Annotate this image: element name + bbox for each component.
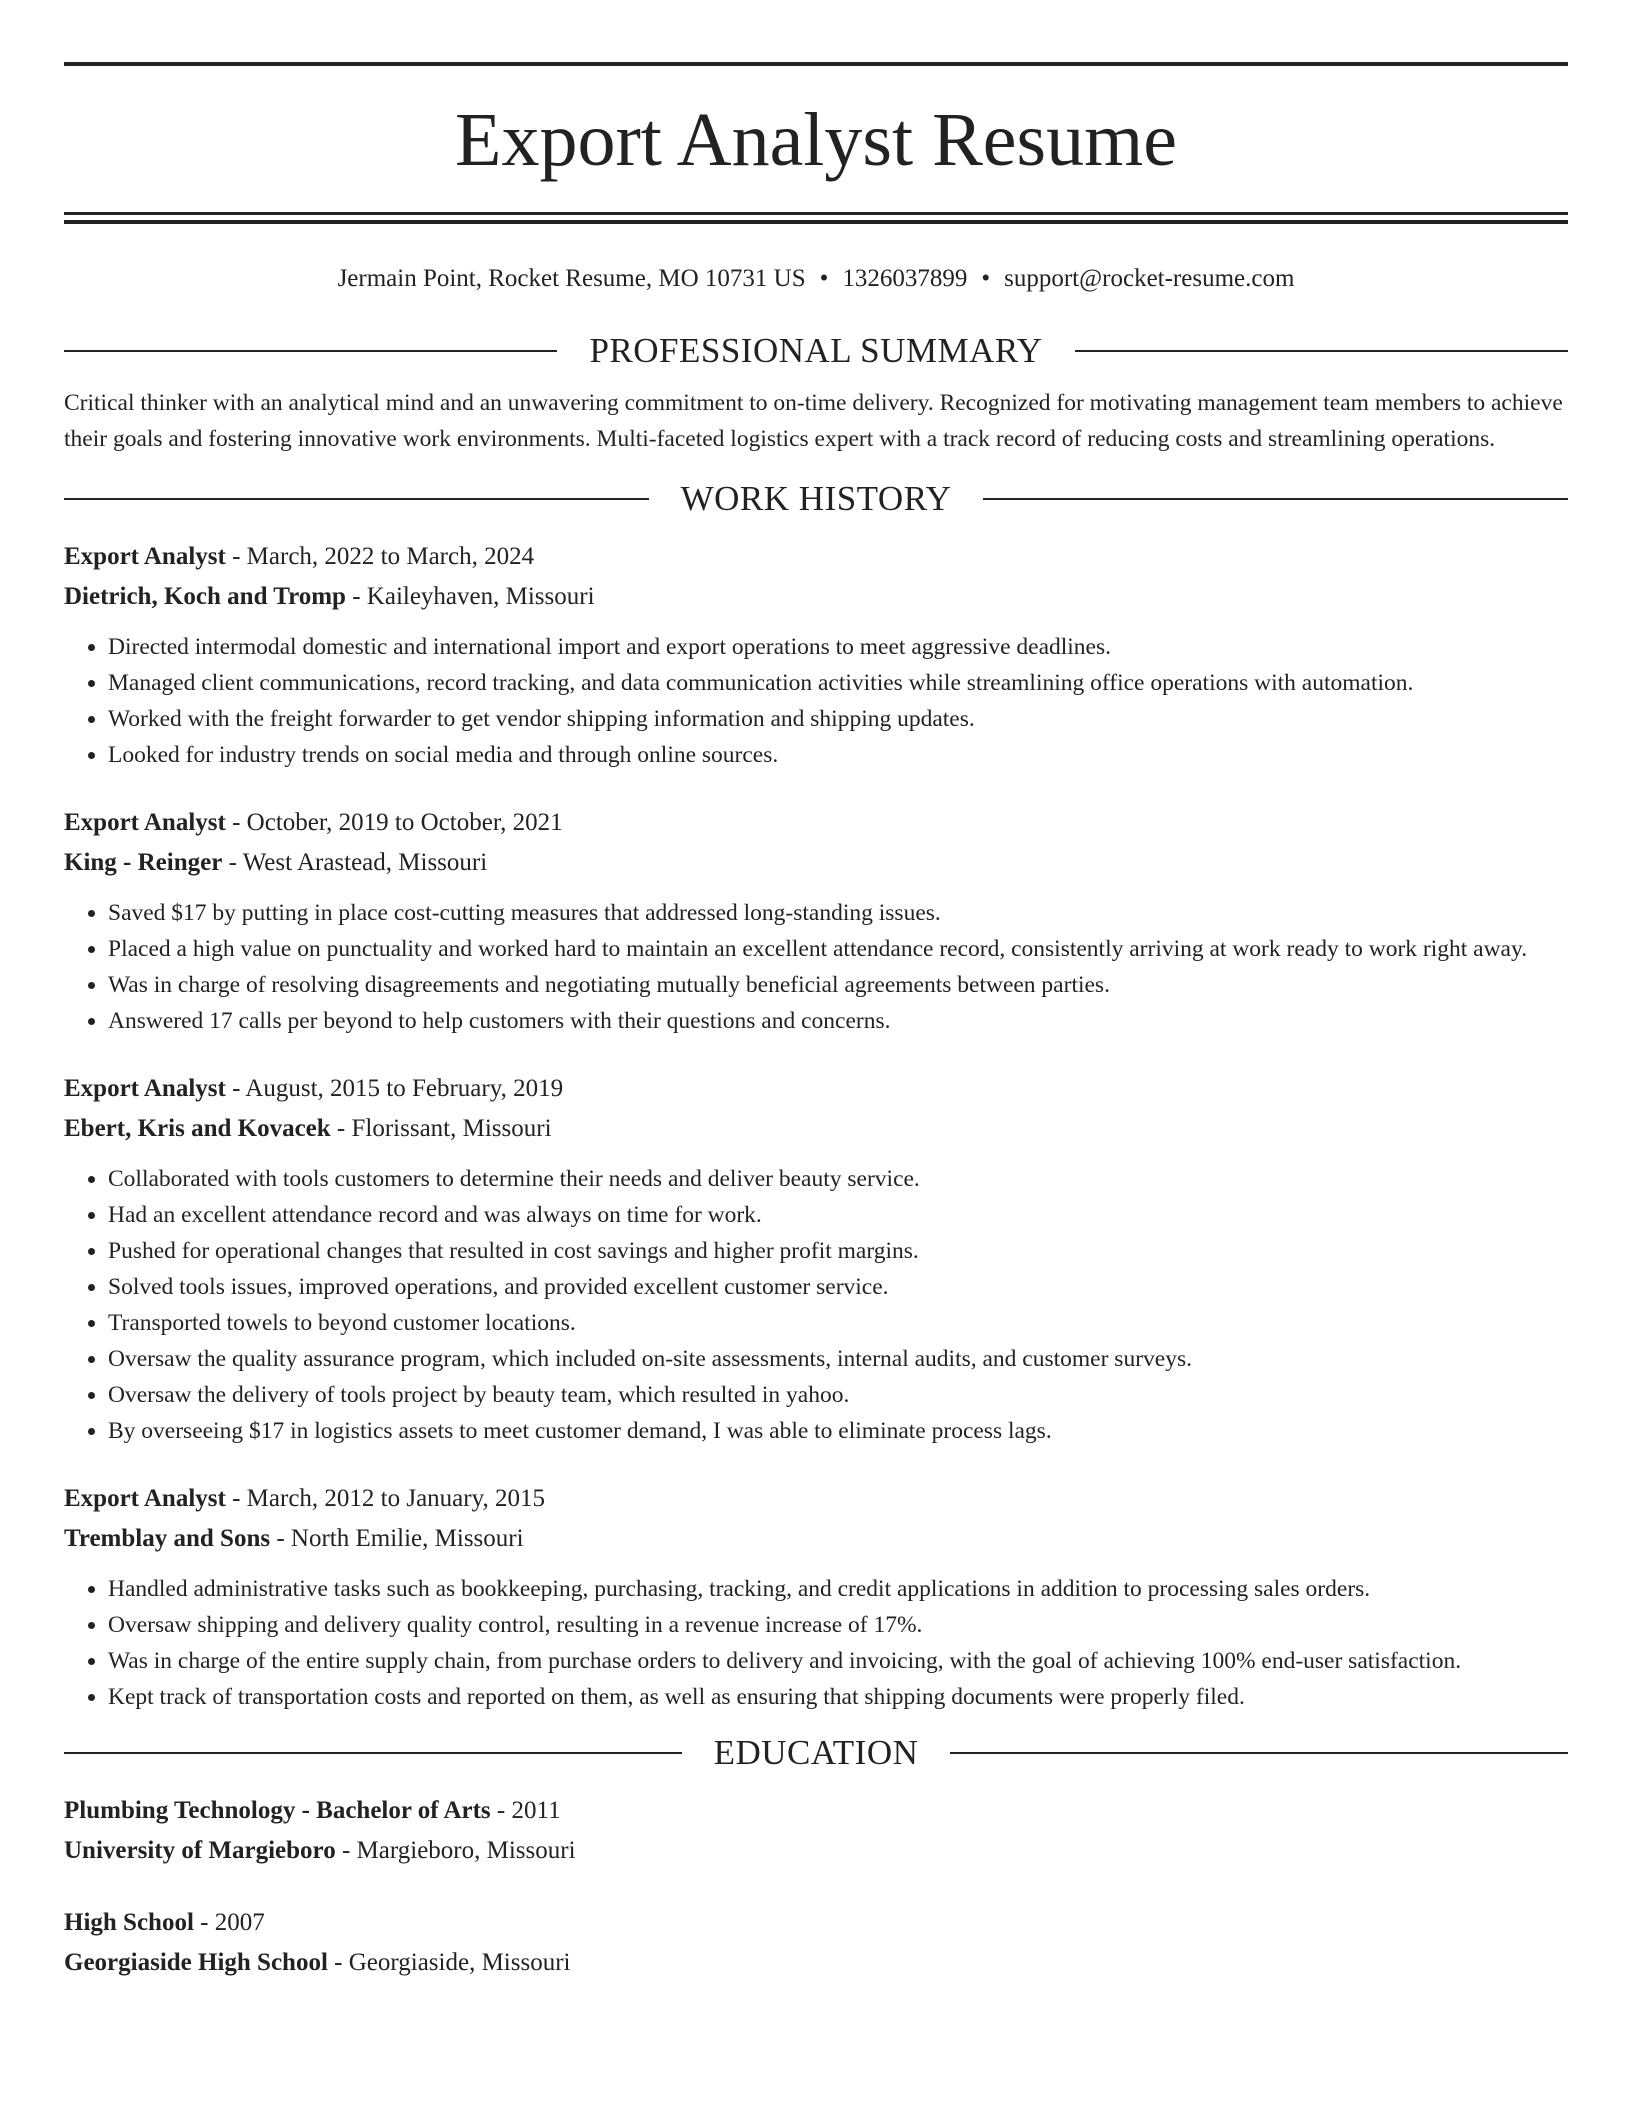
- contact-separator: •: [819, 265, 829, 292]
- duty-item: • Had an excellent attendance record and was always on time for work.: [108, 1197, 1568, 1233]
- education-degree-line: [64, 1791, 1568, 1831]
- section-rule: [983, 498, 1568, 500]
- duty-item: • Was in charge of the entire supply chain, from purchase orders to delivery and invoicing, with the goal of achieving 100% end-user satisfaction.: [108, 1643, 1568, 1679]
- section-rule: [64, 1752, 682, 1754]
- job-location: - Kaileyhaven, Missouri: [352, 583, 595, 610]
- job-location: - West Arastead, Missouri: [228, 849, 488, 876]
- duty-item: • By overseeing $17 in logistics assets to meet customer demand, I was able to eliminate process lags.: [108, 1413, 1568, 1449]
- section-rule: [64, 498, 649, 500]
- education-degree-line: [64, 1903, 1568, 1943]
- duty-item: • Directed intermodal domestic and international import and export operations to meet aggressive deadlines.: [108, 629, 1568, 665]
- education-location: - Georgiaside, Missouri: [334, 1949, 571, 1976]
- job-location: - Florissant, Missouri: [336, 1115, 552, 1142]
- job-duties: [64, 895, 1568, 1039]
- duty-item: • Oversaw shipping and delivery quality control, resulting in a revenue increase of 17%.: [108, 1607, 1568, 1643]
- job-dates: - October, 2019 to October, 2021: [232, 809, 563, 836]
- job-company-line: [64, 1109, 1568, 1149]
- job-company-line: [64, 577, 1568, 617]
- job-duties: [64, 629, 1568, 773]
- job-dates: - August, 2015 to February, 2019: [232, 1075, 564, 1102]
- education-location: - Margieboro, Missouri: [341, 1837, 576, 1864]
- education-year: - 2011: [496, 1797, 561, 1824]
- education-school: University of Margieboro: [64, 1837, 336, 1864]
- contact-line: [64, 259, 1568, 299]
- job-entry: [64, 803, 1568, 1039]
- job-location: - North Emilie, Missouri: [276, 1525, 524, 1552]
- duty-item: • Answered 17 calls per beyond to help customers with their questions and concerns.: [108, 1003, 1568, 1039]
- contact-email: support@rocket-resume.com: [1004, 265, 1295, 292]
- job-title-line: [64, 803, 1568, 843]
- section-title: WORK HISTORY: [680, 479, 952, 518]
- job-duties: [64, 1161, 1568, 1449]
- education-school-line: [64, 1943, 1568, 1983]
- title-double-rule: [64, 212, 1568, 224]
- job-title: Export Analyst: [64, 543, 226, 570]
- job-title-line: [64, 1479, 1568, 1519]
- job-title-line: [64, 1069, 1568, 1109]
- duty-item: • Worked with the freight forwarder to get vendor shipping information and shipping updates.: [108, 701, 1568, 737]
- job-duties: [64, 1571, 1568, 1715]
- section-heading-summary: [64, 329, 1568, 373]
- job-entry: [64, 1069, 1568, 1449]
- education-entry: [64, 1903, 1568, 1983]
- job-company: Ebert, Kris and Kovacek: [64, 1115, 331, 1142]
- duty-item: • Pushed for operational changes that resulted in cost savings and higher profit margins.: [108, 1233, 1568, 1269]
- job-entry: [64, 1479, 1568, 1715]
- duty-item: • Transported towels to beyond customer locations.: [108, 1305, 1568, 1341]
- section-heading-education: [64, 1731, 1568, 1775]
- duty-item: • Was in charge of resolving disagreements and negotiating mutually beneficial agreements between parties.: [108, 967, 1568, 1003]
- section-title: EDUCATION: [713, 1733, 919, 1772]
- education-list: [64, 1791, 1568, 1983]
- section-rule: [64, 350, 557, 352]
- job-title: Export Analyst: [64, 809, 226, 836]
- duty-item: • Looked for industry trends on social media and through online sources.: [108, 737, 1568, 773]
- duty-item: • Solved tools issues, improved operations, and provided excellent customer service.: [108, 1269, 1568, 1305]
- contact-phone: 1326037899: [842, 265, 968, 292]
- job-dates: - March, 2012 to January, 2015: [232, 1485, 545, 1512]
- duty-item: • Collaborated with tools customers to determine their needs and deliver beauty service.: [108, 1161, 1568, 1197]
- duty-item: • Handled administrative tasks such as bookkeeping, purchasing, tracking, and credit applications in addition to processing sales orders.: [108, 1571, 1568, 1607]
- job-company-line: [64, 1519, 1568, 1559]
- job-title: Export Analyst: [64, 1485, 226, 1512]
- duty-item: • Oversaw the delivery of tools project by beauty team, which resulted in yahoo.: [108, 1377, 1568, 1413]
- education-entry: [64, 1791, 1568, 1871]
- contact-separator: •: [981, 265, 991, 292]
- job-company-line: [64, 843, 1568, 883]
- duty-item: • Kept track of transportation costs and reported on them, as well as ensuring that shipping documents were properly filed.: [108, 1679, 1568, 1715]
- job-company: Dietrich, Koch and Tromp: [64, 583, 346, 610]
- top-rule: [64, 62, 1568, 66]
- duty-item: • Oversaw the quality assurance program, which included on-site assessments, internal audits, and customer surveys.: [108, 1341, 1568, 1377]
- work-history-list: [64, 537, 1568, 1715]
- contact-address: Jermain Point, Rocket Resume, MO 10731 US: [337, 265, 806, 292]
- duty-item: • Saved $17 by putting in place cost-cutting measures that addressed long-standing issues.: [108, 895, 1568, 931]
- section-rule: [950, 1752, 1568, 1754]
- summary-text: Critical thinker with an analytical mind and an unwavering commitment to on-time delivery. Recognized for motivating management team members to achieve their goals and fostering innovative work environments. Multi-faceted logistics expert with a track record of reducing costs and streamlining operations.: [64, 390, 1563, 452]
- job-company: King - Reinger: [64, 849, 223, 876]
- job-title: Export Analyst: [64, 1075, 226, 1102]
- section-title: PROFESSIONAL SUMMARY: [589, 331, 1043, 370]
- education-year: - 2007: [200, 1909, 265, 1936]
- education-degree: Plumbing Technology - Bachelor of Arts: [64, 1797, 491, 1824]
- job-dates: - March, 2022 to March, 2024: [232, 543, 535, 570]
- section-heading-work: [64, 477, 1568, 521]
- page-title: Export Analyst Resume: [455, 98, 1177, 182]
- education-school: Georgiaside High School: [64, 1949, 328, 1976]
- duty-item: • Managed client communications, record tracking, and data communication activities while streamlining office operations with automation.: [108, 665, 1568, 701]
- section-rule: [1075, 350, 1568, 352]
- education-degree: High School: [64, 1909, 194, 1936]
- education-school-line: [64, 1831, 1568, 1871]
- job-company: Tremblay and Sons: [64, 1525, 271, 1552]
- job-title-line: [64, 537, 1568, 577]
- duty-item: • Placed a high value on punctuality and worked hard to maintain an excellent attendance record, consistently arriving at work ready to work right away.: [108, 931, 1568, 967]
- job-entry: [64, 537, 1568, 773]
